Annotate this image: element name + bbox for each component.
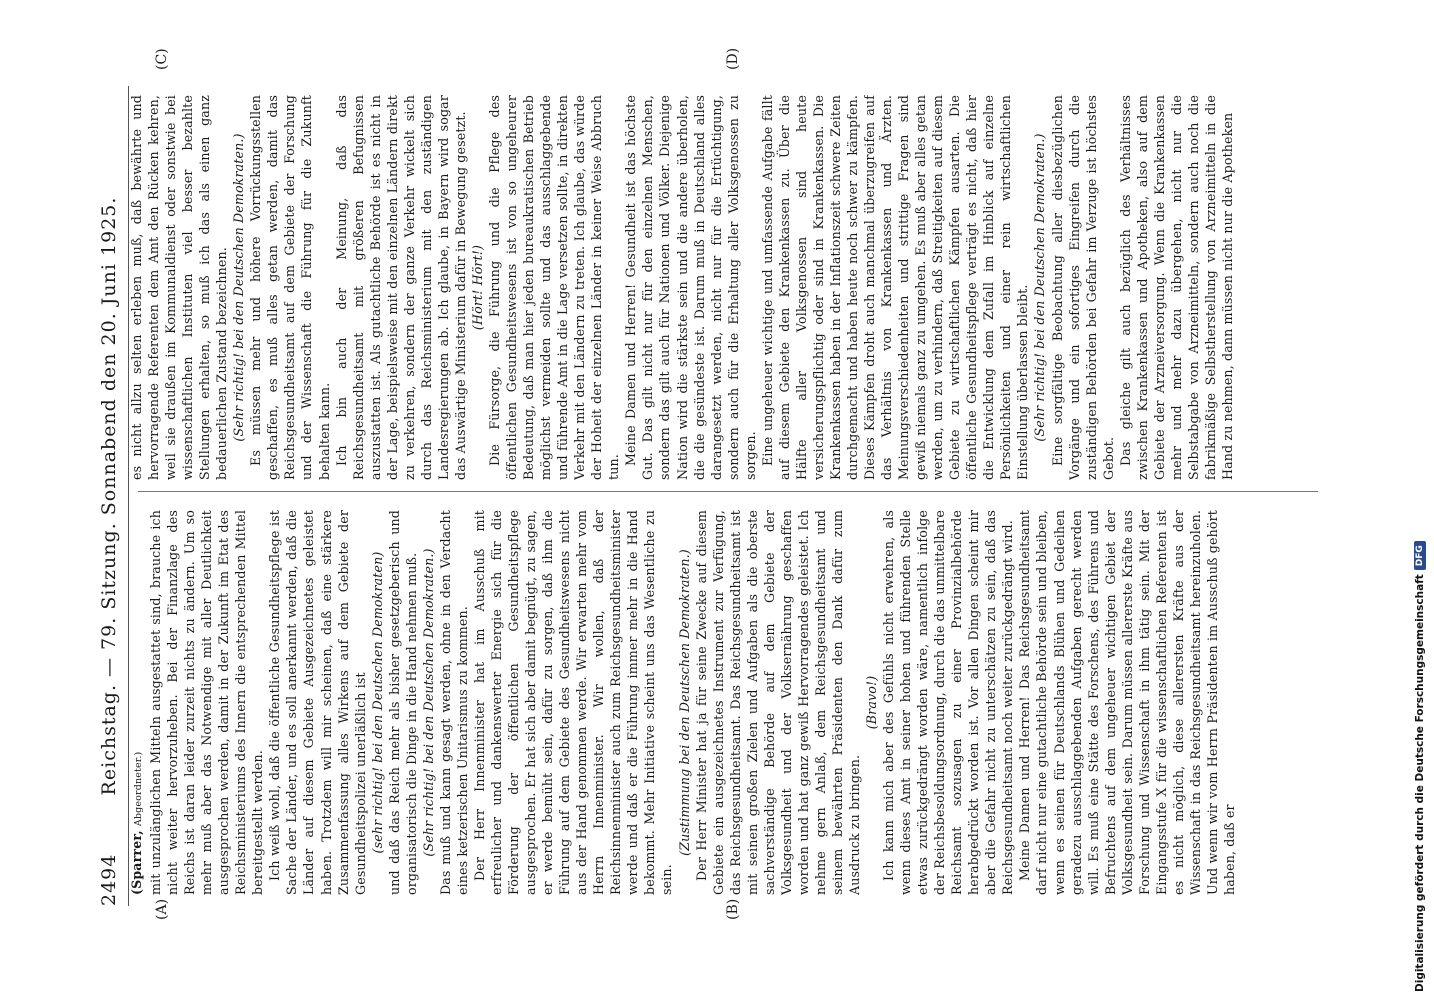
paragraph: Eine ungeheuer wichtige und umfassende Aufgabe fällt auf diesem Gebiete den Krankenkassen zu. Über die Hälfte aller Volksgenossen sind heute versicherungspflichtig oder sind in Krankenkassen. Die Krankenkassen haben in der Inflationszeit schwere Zeiten durchgemacht und haben heute noch schwer zu kämpfen. Dieses Kämpfen droht auch manchmal überzugreifen auf das Verhältnis von Krankenkassen und Ärzten. Meinungsverschiedenheiten und strittige Fragen sind gewiß niemals ganz zu umgehen. Es muß aber alles getan werden, um zu verhindern, daß Streitigkeiten auf diesem Gebiete zu wirtschaftlichen Kämpfen ausarten. Die öffentliche Gesundheitspflege verträgt es nicht, daß hier die Entwicklung dem Zufall im Hinblick auf einzelne Persönlichkeiten und einer rein wirtschaftlichen Einstellung überlassen bleibt. [759, 95, 1031, 480]
interjection: (Zustimmung bei den Deutschen Demokraten.) [676, 549, 692, 856]
paragraph: Meine Damen und Herren! Das Reichsgesundheitsamt darf nicht nur eine gutachtliche Behörde sein und bleiben, wenn es seinen für Deutschlands Blühen und Gedeihen geradezu ausschlaggebenden Aufgaben gerecht werden will. Es muß eine Stätte des Forschens, des Führens und Befruchtens auf dem ungeheuer wichtigen Gebiet der Volksgesundheit sein. Darum müssen allererste Kräfte aus Forschung und Wissenschaft in ihm tätig sein. Mit der Eingangsstufe X für die wissenschaftlichen Referenten ist es nicht möglich, diese allerersten Kräfte aus der Wissenschaft in das Reichsgesundheitsamt hereinzuholen. Und wenn wir vom Herrn Präsidenten im Ausschuß gehört haben, daß er [1017, 510, 1237, 895]
paragraph: und daß das Reich mehr als bisher gesetzgeberisch und organisatorisch die Dinge in die Hand nehmen muß. [386, 510, 419, 895]
paragraph: Meine Damen und Herren! Gesundheit ist das höchste Gut. Das gilt nicht nur für den einzelnen Menschen, sondern das gilt auch für Nationen und Völker. Diejenige Nation wird die stärkste sein und die andere überholen, die die gesündeste ist. Darum muß in Deutschland alles darangesetzt werden, nicht nur für die Ertüchtigung, sondern auch für die Erhaltung aller Volksgenossen zu sorgen. [623, 95, 758, 480]
paragraph: Ich kann mich aber des Gefühls nicht erwehren, als wenn dieses Amt in seiner hohen und führenden Stelle etwas zurückgedrängt worden wäre, namentlich infolge der Reichsbesoldungsordnung, durch die das unmittelbare Reichsamt sozusagen zu einer Provinzialbehörde herabgedrückt worden ist. Vor allen Dingen scheint mir aber die Gefahr nicht zu unterschätzen zu sein, daß das Reichsgesundheitsamt noch weiter zurückgedrängt wird. [881, 510, 1016, 895]
interjection: (sehr richtig! bei den Deutschen Demokraten) [369, 551, 385, 854]
paragraph: Ich bin auch der Meinung, daß das Reichsgesundheitsamt mit größeren Befugnissen auszustatten ist. Als gutachtliche Behörde ist es nicht in der Lage, beispielsweise mit den einzelnen Ländern direkt zu verkehren, sondern der ganze Verkehr wickelt sich durch das Reichsministerium mit den zuständigen Landesregierungen ab. Ich glaube, in Bayern wird sogar das Auswärtige Ministerium dafür in Bewegung gesetzt. [333, 95, 468, 480]
left-column [128, 510, 1320, 895]
speaker-line [128, 510, 147, 895]
paragraph: es nicht allzu selten erleben muß, daß bewährte und hervorragende Referenten dem Amt den Rücken kehren, weil sie draußen im Kommunaldienst oder sonstwie bei wissenschaftlichen Instituten viel besser bezahlte Stellungen erhalten, so muß ich das als einen ganz bedauerlichen Zustand bezeichnen. [129, 95, 230, 480]
speaker-name: (Sparrer, [129, 830, 144, 895]
margin-marker-a: (A) [154, 898, 170, 920]
dfg-logo: DFG [1414, 541, 1426, 570]
paragraph: Eine sorgfältige Beobachtung aller diesbezüglichen Vorgänge und ein sofortiges Eingreifen durch die zuständigen Behörden bei Gefahr im Verzuge ist höchstes Gebot. [1049, 95, 1116, 480]
paragraph: Der Herr Innenminister hat im Ausschuß mit erfreulicher und dankenswerter Energie sich für die Förderung der öffentlichen Gesundheitspflege ausgesprochen. Er hat sich aber damit begnügt, zu sagen, er werde bemüht sein, dafür zu sorgen, daß ihm die Führung auf dem Gebiete des Gesundheitswesens nicht aus der Hand genommen werde. Wir erwarten mehr vom Herrn Innenminister. Wir wollen, daß der Reichsinnenminister auch zum Reichsgesundheitsminister werde und daß er die Führung immer mehr in die Hand bekommt. Mehr Initiative scheint uns das Wesentliche zu sein. [471, 510, 675, 895]
interjection: (Sehr richtig! bei den Deutschen Demokraten.) [1032, 133, 1048, 442]
header-title: Reichstag. — 79. Sitzung. Sonnabend den 20. Juni 1925. [98, 196, 120, 796]
credit-text: Digitalisierung gefördert durch die Deutsche Forschungsgemeinschaft [1414, 574, 1426, 992]
interjection: (Bravo!) [864, 675, 880, 730]
margin-marker-c: (C) [154, 48, 170, 70]
margin-marker-d: (D) [725, 47, 741, 70]
paragraph: Ich weiß wohl, daß die öffentliche Gesundheitspflege ist Sache der Länder, und es soll anerkannt werden, daß die Länder auf diesem Gebiete Ausgezeichnetes geleistet haben. Trotzdem will mir scheinen, daß eine stärkere Zusammenfassung alles Wirkens auf dem Gebiete der Gesundheitspolizei unerläßlich ist [267, 510, 368, 895]
column-divider [138, 491, 1318, 492]
interjection: (Sehr richtig! bei den Deutschen Demokraten.) [420, 548, 436, 857]
paragraph: mit unzulänglichen Mitteln ausgestattet sind, brauche ich nicht weiter hervorzuheben. Bei der Finanzlage des Reichs ist daran leider zurzeit nichts zu ändern. Um so mehr muß aber das Notwendige mit aller Deutlichkeit ausgesprochen werden, damit in der Zukunft im Etat des Reichsministeriums des Innern die entsprechenden Mittel bereitgestellt werden. [148, 510, 266, 895]
paragraph: Das muß und kann gesagt werden, ohne in den Verdacht eines ketzerischen Unitarismus zu kommen. [437, 510, 470, 895]
digitization-credit [1410, 8, 1430, 992]
speaker-role: Abgeordneter.) [133, 751, 144, 827]
paragraph: Der Herr Minister hat ja für seine Zwecke auf diesem Gebiete ein ausgezeichnetes Instrument zur Verfügung, das Reichsgesundheitsamt. Das Reichsgesundheitsamt ist mit seinen großen Zielen und Aufgaben als die oberste sachverständige Behörde auf dem Gebiete der Volksgesundheit und der Volksernährung geschaffen worden und hat ganz gewiß Hervorragendes geleistet. Ich nehme gern Anlaß, dem Reichsgesundheitsamt und seinem bewährten Präsidenten den Dank dafür zum Ausdruck zu bringen. [693, 510, 862, 895]
page-number: 2494 [98, 853, 120, 906]
interjection: (Sehr richtig! bei den Deutschen Demokraten.) [231, 133, 247, 442]
paragraph: Es müssen mehr und höhere Vorrückungsstellen geschaffen, es muß alles getan werden, damit das Reichsgesundheitsamt auf dem Gebiete der Forschung und der Wissenschaft die Führung für die Zukunft behalten kann. [248, 95, 332, 480]
interjection: (Hört! Hört!) [469, 244, 485, 331]
paragraph: Die Fürsorge, die Führung und die Pflege des öffentlichen Gesundheitswesens ist von so ungeheurer Bedeutung, daß man hier jeden bureaukratischen Betrieb möglichst vermeiden sollte und das ausschlaggebende und führende Amt in die Lage versetzen sollte, in direkten Verkehr mit den Ländern zu treten. Ich glaube, das würde der Hoheit der einzelnen Länder in keiner Weise Abbruch tun. [486, 95, 622, 480]
page-header [90, 86, 130, 906]
margin-marker-b: (B) [725, 898, 741, 920]
right-column [128, 95, 1320, 480]
paragraph: Das gleiche gilt auch bezüglich des Verhältnisses zwischen Krankenkassen und Apotheken, also auf dem Gebiete der Arzneiversorgung. Wenn die Krankenkassen mehr und mehr dazu übergehen, nicht nur die Selbstabgabe von Arzneimitteln, sondern auch noch die fabrikmäßige Selbstherstellung von Arzneimitteln in die Hand zu nehmen, dann müssen nicht nur die Apotheken [1117, 95, 1235, 480]
